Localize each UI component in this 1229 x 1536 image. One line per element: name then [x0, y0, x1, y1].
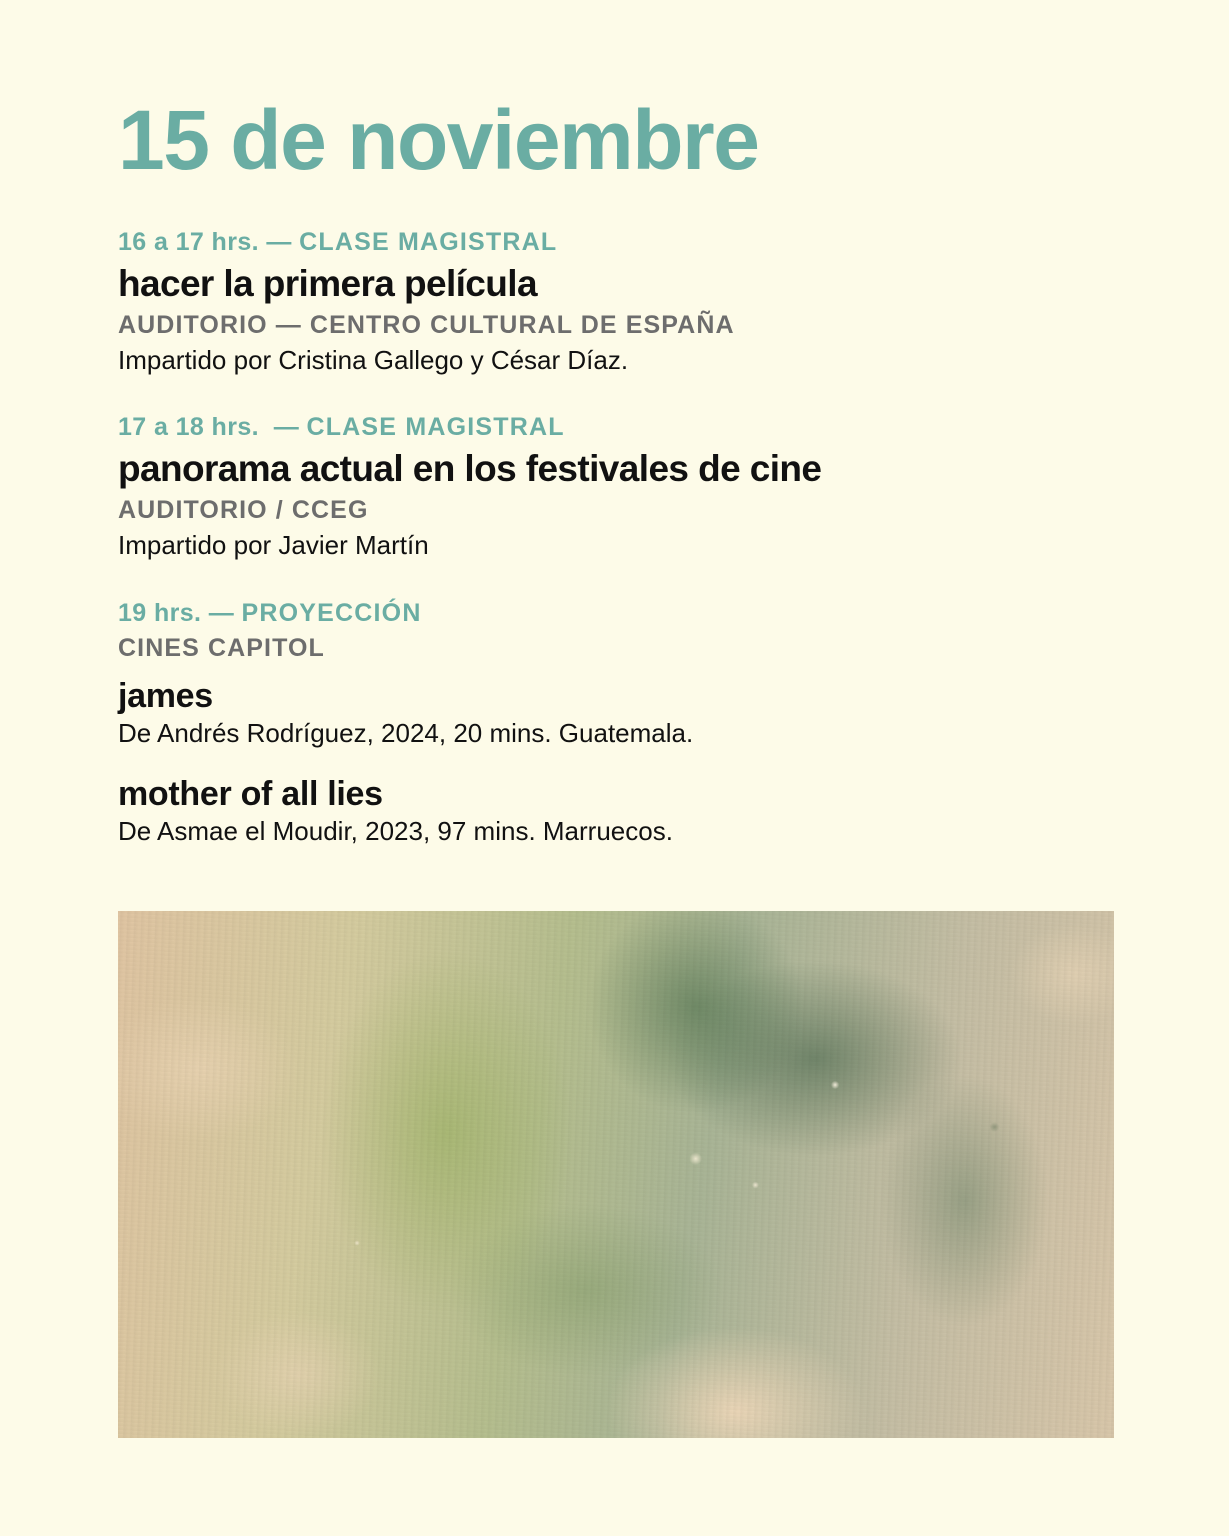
film-2-title: mother of all lies [118, 774, 383, 813]
screening-venue: CINES CAPITOL [118, 633, 325, 662]
session-block-1 [118, 228, 1118, 377]
session-block-2 [118, 413, 1118, 562]
film-1-title: james [118, 676, 213, 715]
screening-block [118, 599, 1118, 847]
session-2-title: panorama actual en los festivales de cine [118, 448, 822, 490]
artwork-image [118, 911, 1114, 1438]
page-title: 15 de noviembre [118, 93, 759, 187]
film-item-1 [118, 677, 1118, 749]
session-1-time: 16 a 17 hrs. [118, 228, 267, 257]
screening-kind: PROYECCIÓN [241, 598, 422, 627]
film-item-2 [118, 775, 1118, 847]
film-1-credits: De Andrés Rodríguez, 2024, 20 mins. Guatemala. [118, 717, 694, 748]
session-2-separator: — [266, 413, 307, 442]
session-1-kind: CLASE MAGISTRAL [299, 228, 558, 257]
session-2-eyebrow [118, 413, 1118, 442]
session-1-venue: AUDITORIO — CENTRO CULTURAL DE ESPAÑA [118, 310, 735, 339]
session-1-eyebrow [118, 228, 1118, 257]
session-1-separator: — [266, 228, 300, 257]
session-2-kind: CLASE MAGISTRAL [306, 413, 565, 442]
session-2-venue: AUDITORIO / CCEG [118, 495, 369, 524]
session-1-detail: Impartido por Cristina Gallego y César Díaz. [118, 344, 629, 375]
screening-time: 19 hrs. [118, 598, 209, 627]
session-2-time: 17 a 18 hrs. [118, 413, 267, 442]
screening-eyebrow [118, 599, 1118, 628]
program-content [118, 93, 1118, 877]
session-2-detail: Impartido por Javier Martín [118, 529, 429, 560]
session-1-title: hacer la primera película [118, 263, 537, 305]
screening-separator: — [208, 598, 242, 627]
film-2-credits: De Asmae el Moudir, 2023, 97 mins. Marruecos. [118, 815, 673, 846]
artwork-speck-layer [118, 911, 1114, 1438]
